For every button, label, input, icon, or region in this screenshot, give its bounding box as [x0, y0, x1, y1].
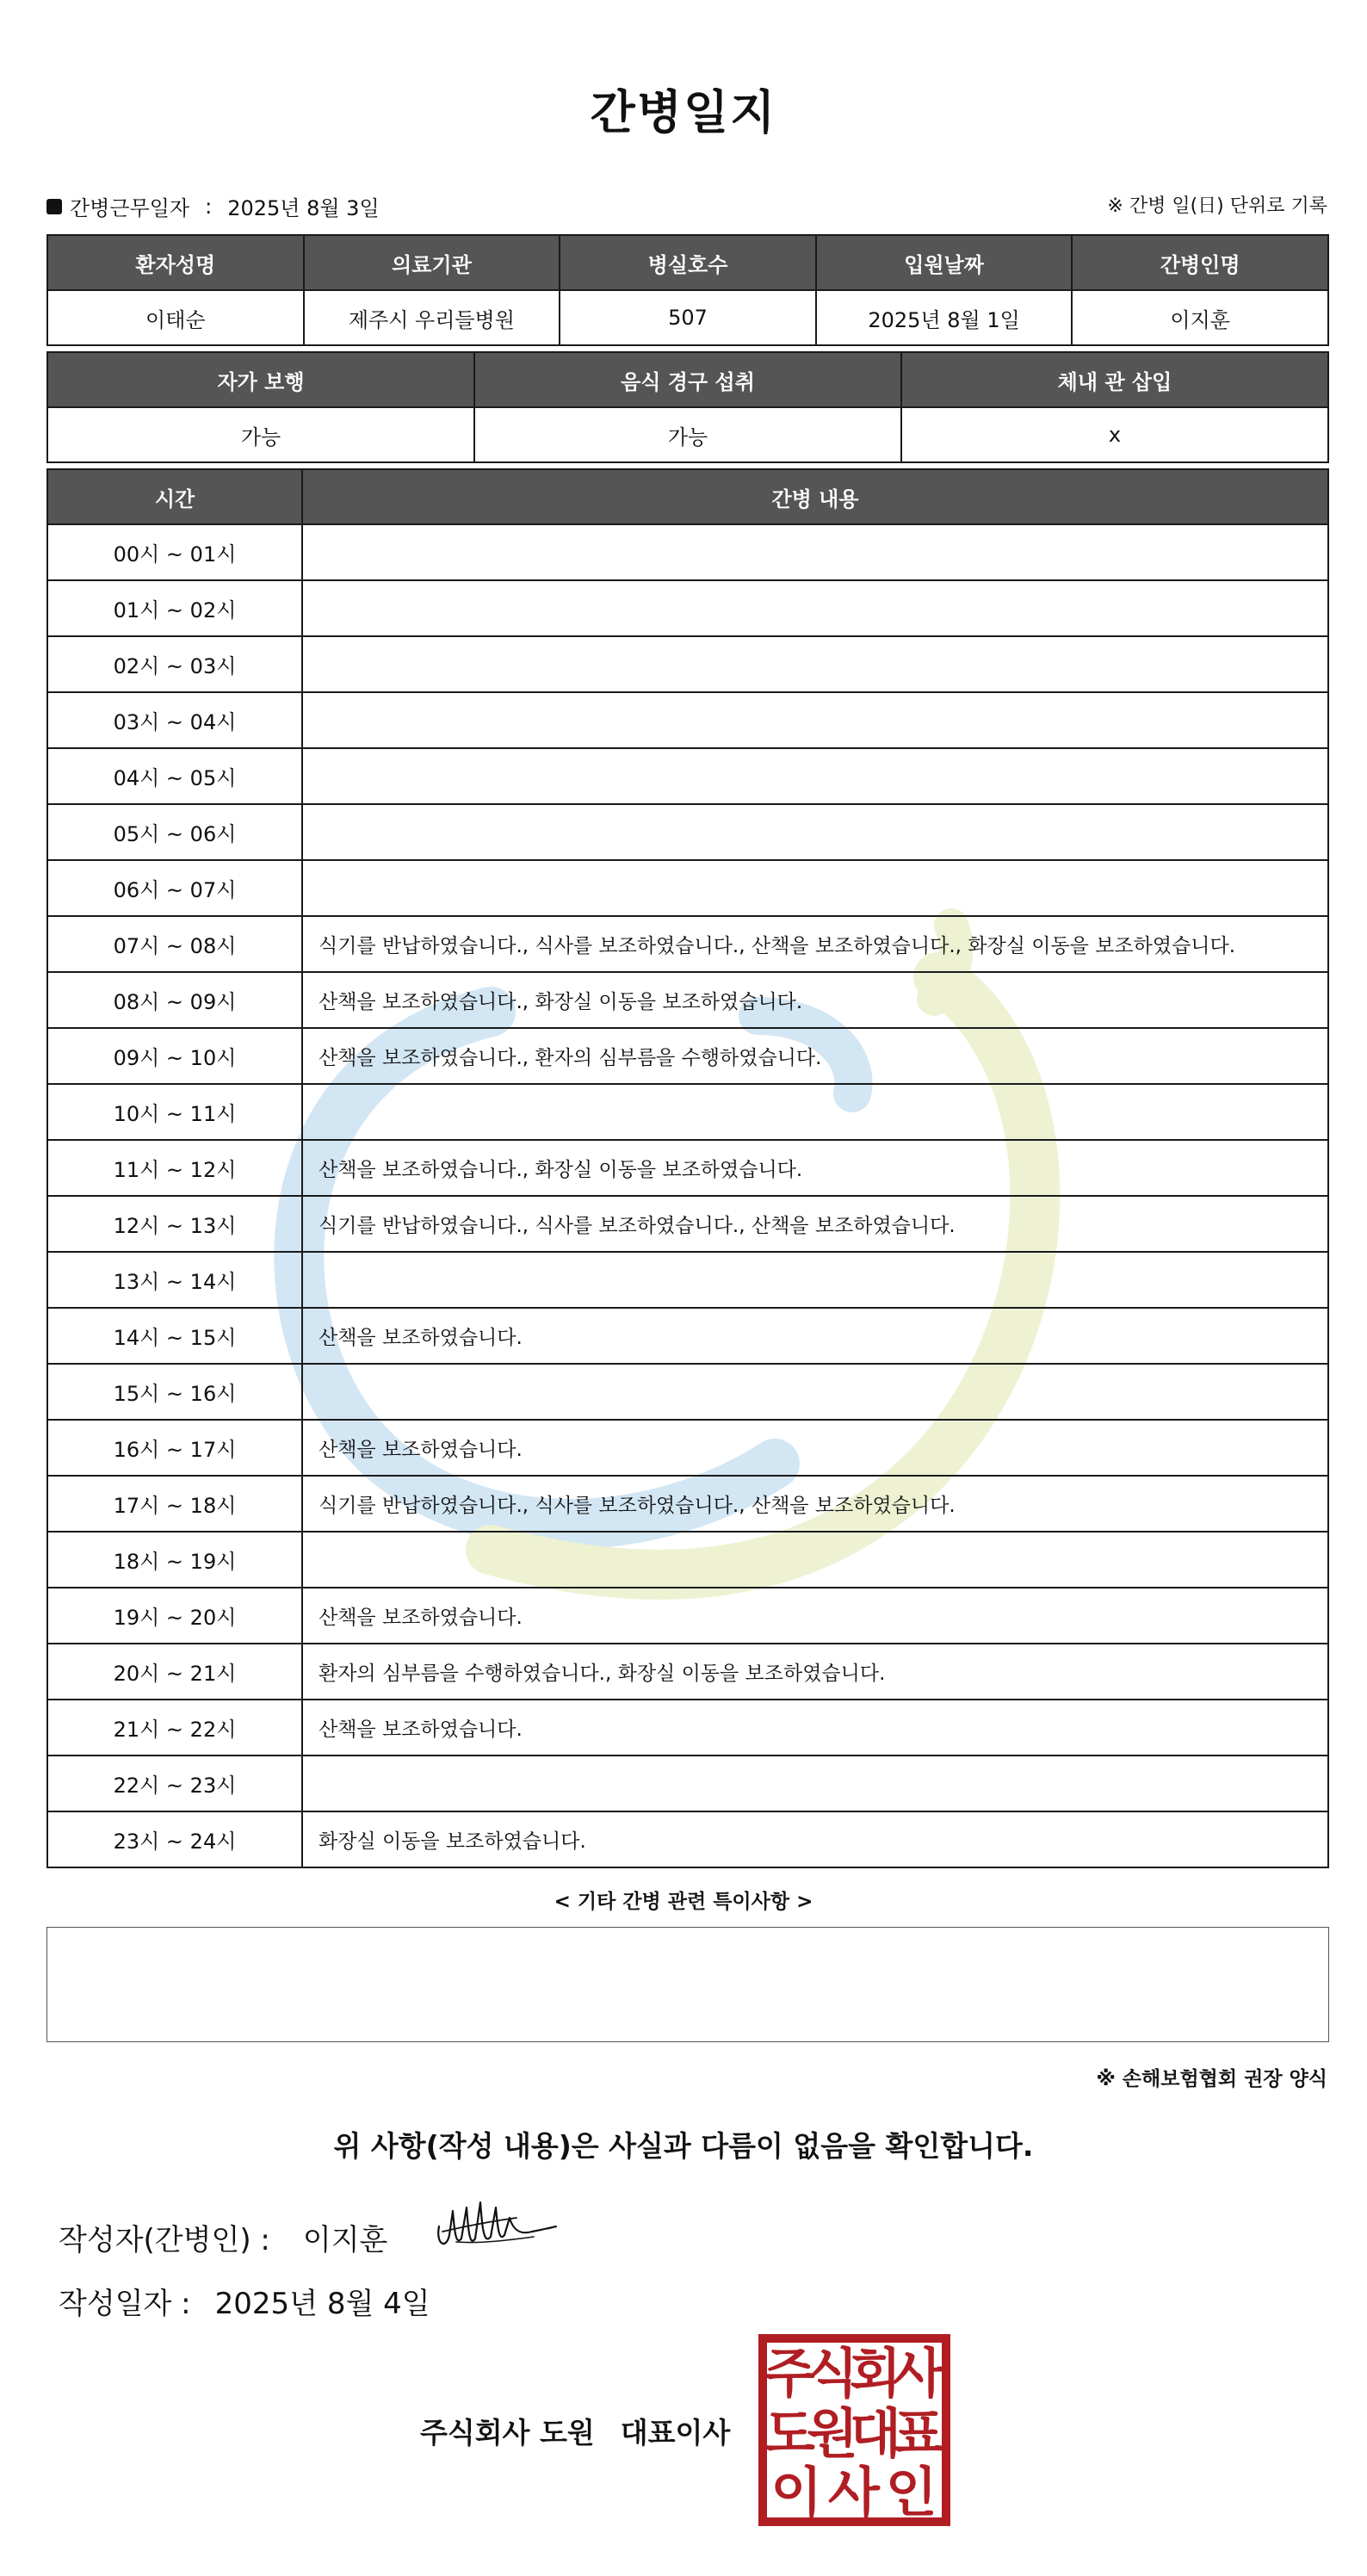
log-row: [47, 1308, 1328, 1364]
work-date: [46, 191, 380, 221]
log-row: [47, 860, 1328, 916]
log-time: 04시 ~ 05시: [47, 748, 302, 804]
log-time: 10시 ~ 11시: [47, 1084, 302, 1140]
log-time: 08시 ~ 09시: [47, 972, 302, 1028]
header-time: 시간: [47, 469, 302, 524]
room-number: 507: [560, 290, 816, 345]
header-self-walking: 자가 보행: [47, 352, 474, 407]
work-date-value: 2025년 8월 3일: [227, 196, 380, 220]
log-time: 13시 ~ 14시: [47, 1252, 302, 1308]
header-institution: 의료기관: [304, 235, 560, 290]
seal-char: 도: [764, 2402, 815, 2465]
log-time: 18시 ~ 19시: [47, 1532, 302, 1588]
log-row: [47, 1364, 1328, 1420]
log-content: 식기를 반납하였습니다., 식사를 보조하였습니다., 산책을 보조하였습니다.: [302, 1476, 1328, 1532]
work-date-label: 간병근무일자: [70, 196, 190, 220]
log-time: 09시 ~ 10시: [47, 1028, 302, 1084]
confirm-statement: 위 사항(작성 내용)은 사실과 다름이 없음을 확인합니다.: [333, 2129, 1034, 2163]
log-time: 21시 ~ 22시: [47, 1700, 302, 1756]
seal-char: 표: [893, 2402, 944, 2465]
patient-ability-table: [46, 351, 1329, 463]
log-time: 01시 ~ 02시: [47, 580, 302, 636]
log-row: [47, 1252, 1328, 1308]
log-row: [47, 1588, 1328, 1644]
log-time: 15시 ~ 16시: [47, 1364, 302, 1420]
written-date-label: 작성일자 :: [59, 2287, 191, 2321]
seal-char: 이: [770, 2461, 823, 2523]
seal-char: 사: [828, 2461, 880, 2523]
seal-char: 대: [850, 2402, 901, 2465]
log-content: 산책을 보조하였습니다.: [302, 1588, 1328, 1644]
seal-char: 주: [764, 2342, 815, 2405]
company-seal: [758, 2333, 951, 2527]
log-time: 06시 ~ 07시: [47, 860, 302, 916]
log-row: [47, 636, 1328, 692]
square-bullet-icon: [46, 199, 62, 214]
log-time: 05시 ~ 06시: [47, 804, 302, 860]
notes-title: < 기타 간병 관련 특이사항 >: [554, 1891, 813, 1913]
page-title: 간병일지: [590, 85, 777, 139]
log-time: 12시 ~ 13시: [47, 1196, 302, 1252]
log-row: [47, 1420, 1328, 1476]
log-time: 02시 ~ 03시: [47, 636, 302, 692]
log-row: [47, 1140, 1328, 1196]
header-care-content: 간병 내용: [302, 469, 1328, 524]
seal-char: 원: [807, 2402, 858, 2465]
log-content: 산책을 보조하였습니다.: [302, 1308, 1328, 1364]
log-content: 식기를 반납하였습니다., 식사를 보조하였습니다., 산책을 보조하였습니다., 화장실 이동을 보조하였습니다.: [302, 916, 1328, 972]
caregiver-name: 이지훈: [1072, 290, 1328, 345]
admission-date: 2025년 8월 1일: [816, 290, 1073, 345]
institution: 제주시 우리들병원: [304, 290, 560, 345]
log-content: 식기를 반납하였습니다., 식사를 보조하였습니다., 산책을 보조하였습니다.: [302, 1196, 1328, 1252]
writer-name: 이지훈: [302, 2223, 388, 2257]
patient-name: 이태순: [47, 290, 304, 345]
log-row: [47, 524, 1328, 580]
log-content: 산책을 보조하였습니다.: [302, 1700, 1328, 1756]
log-row: [47, 1756, 1328, 1811]
log-content: 화장실 이동을 보조하였습니다.: [302, 1811, 1328, 1867]
log-time: 11시 ~ 12시: [47, 1140, 302, 1196]
log-content: [302, 860, 1328, 916]
log-content: 산책을 보조하였습니다., 환자의 심부름을 수행하였습니다.: [302, 1028, 1328, 1084]
log-row: [47, 1644, 1328, 1700]
tube-insertion: x: [901, 407, 1328, 462]
log-time: 22시 ~ 23시: [47, 1756, 302, 1811]
log-row: [47, 692, 1328, 748]
notes-box: [46, 1927, 1329, 2042]
header-admission-date: 입원날짜: [816, 235, 1073, 290]
log-content: 산책을 보조하였습니다., 화장실 이동을 보조하였습니다.: [302, 972, 1328, 1028]
meta-row: [46, 191, 1327, 222]
log-row: [47, 804, 1328, 860]
log-time: 19시 ~ 20시: [47, 1588, 302, 1644]
log-row: [47, 916, 1328, 972]
log-content: [302, 692, 1328, 748]
log-content: [302, 804, 1328, 860]
log-time: 07시 ~ 08시: [47, 916, 302, 972]
header-patient-name: 환자성명: [47, 235, 304, 290]
recommend-note: ※ 손해보험협회 권장 양식: [1096, 2068, 1327, 2090]
log-content: [302, 1084, 1328, 1140]
writer-label: 작성자(간병인) :: [59, 2223, 270, 2257]
log-content: 환자의 심부름을 수행하였습니다., 화장실 이동을 보조하였습니다.: [302, 1644, 1328, 1700]
log-content: 산책을 보조하였습니다., 화장실 이동을 보조하였습니다.: [302, 1140, 1328, 1196]
log-row: [47, 580, 1328, 636]
company-row: [420, 2411, 730, 2451]
log-content: [302, 1252, 1328, 1308]
log-row: [47, 1476, 1328, 1532]
writer-row: [59, 2216, 387, 2258]
header-oral-intake: 음식 경구 섭취: [474, 352, 901, 407]
log-content: [302, 748, 1328, 804]
seal-char: 사: [893, 2342, 944, 2405]
header-caregiver-name: 간병인명: [1072, 235, 1328, 290]
seal-char: 인: [885, 2461, 937, 2523]
signature: [430, 2192, 558, 2263]
patient-info-table: [46, 234, 1329, 346]
oral-intake: 가능: [474, 407, 901, 462]
log-row: [47, 972, 1328, 1028]
log-content: [302, 636, 1328, 692]
log-time: 14시 ~ 15시: [47, 1308, 302, 1364]
written-date-value: 2025년 8월 4일: [214, 2287, 430, 2321]
log-row: [47, 748, 1328, 804]
log-time: 23시 ~ 24시: [47, 1811, 302, 1867]
work-date-colon: :: [205, 194, 213, 219]
header-tube-insertion: 체내 관 삽입: [901, 352, 1328, 407]
log-content: [302, 1364, 1328, 1420]
unit-note: ※ 간병 일(日) 단위로 기록: [1107, 195, 1327, 217]
care-log-table: [46, 468, 1329, 1868]
self-walking: 가능: [47, 407, 474, 462]
log-content: 산책을 보조하였습니다.: [302, 1420, 1328, 1476]
company-title: 대표이사: [620, 2416, 731, 2449]
written-date-row: [59, 2280, 430, 2322]
log-time: 00시 ~ 01시: [47, 524, 302, 580]
log-row: [47, 1532, 1328, 1588]
log-row: [47, 1084, 1328, 1140]
log-row: [47, 1811, 1328, 1867]
log-content: [302, 580, 1328, 636]
log-row: [47, 1700, 1328, 1756]
header-room: 병실호수: [560, 235, 816, 290]
log-row: [47, 1196, 1328, 1252]
log-content: [302, 1756, 1328, 1811]
log-time: 03시 ~ 04시: [47, 692, 302, 748]
log-row: [47, 1028, 1328, 1084]
log-content: [302, 1532, 1328, 1588]
company-name: 주식회사 도원: [420, 2416, 595, 2449]
log-time: 20시 ~ 21시: [47, 1644, 302, 1700]
log-time: 17시 ~ 18시: [47, 1476, 302, 1532]
seal-char: 회: [850, 2342, 901, 2405]
log-time: 16시 ~ 17시: [47, 1420, 302, 1476]
seal-char: 식: [807, 2342, 858, 2405]
log-content: [302, 524, 1328, 580]
